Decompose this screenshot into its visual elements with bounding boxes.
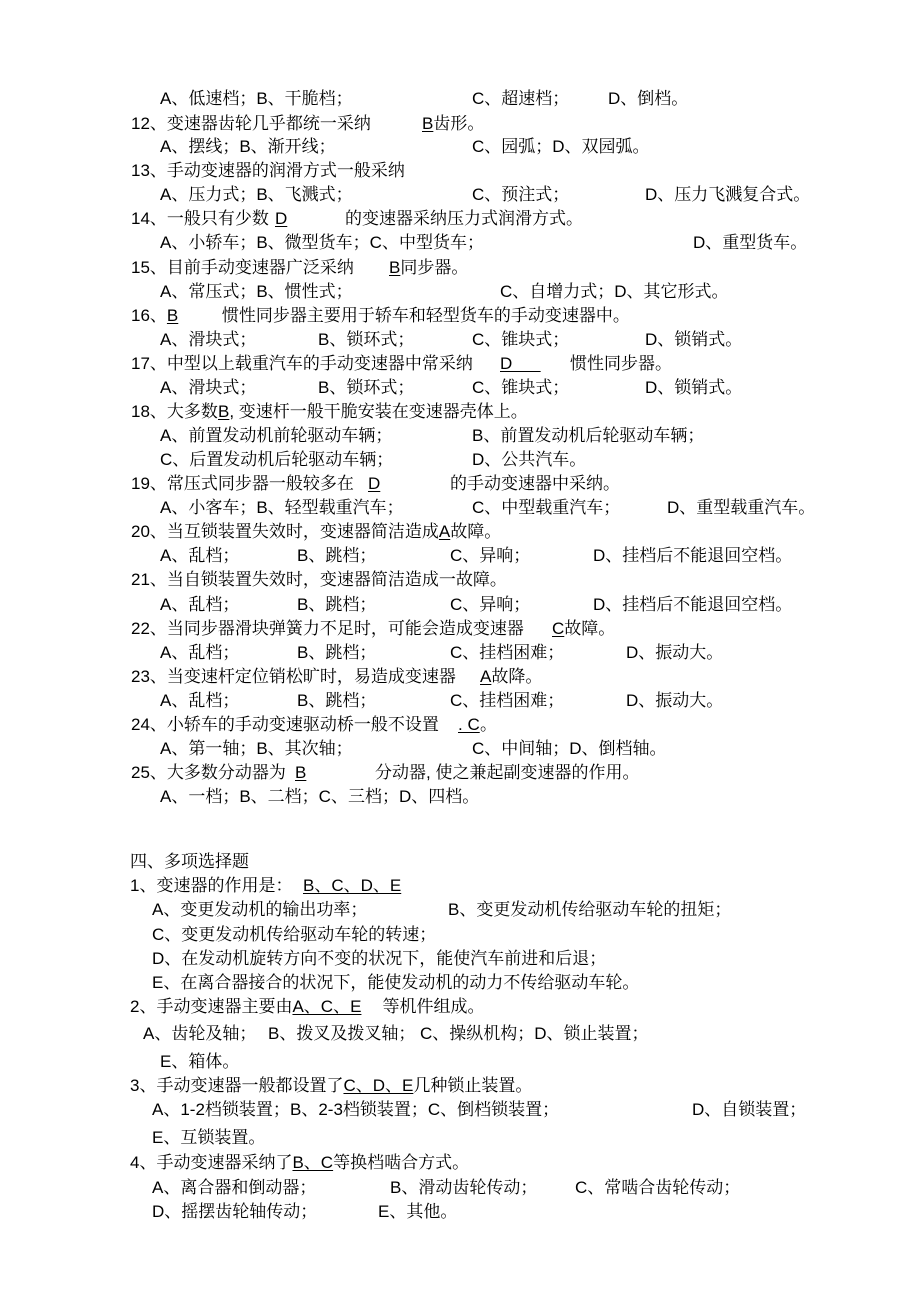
line-text: B、前置发动机后轮驱动车辆；	[472, 426, 705, 445]
text-line	[131, 522, 501, 542]
line-text: 分动器, 使之兼起副变速器的作用。	[375, 763, 640, 782]
line-text: D、在发动机旋转方向不变的状况下，能使汽车前进和后退；	[152, 949, 607, 968]
text-line	[152, 925, 436, 945]
answer-blank: B	[295, 763, 307, 782]
line-text: D、倒档。	[608, 89, 689, 108]
text-line	[152, 1178, 740, 1198]
answer-blank: A	[438, 522, 451, 541]
text-line	[130, 1076, 532, 1096]
line-text: A、1-2档锁装置；	[152, 1100, 290, 1119]
line-text: A、第一轴；B、其次轴；	[160, 739, 353, 758]
text-line	[152, 1128, 265, 1148]
line-text: B、2-3档锁装置；C、倒档锁装置；	[290, 1100, 560, 1119]
text-line	[130, 876, 401, 896]
line-text: 21、当自锁装置失效时，变速器简洁造成一故障。	[131, 570, 507, 589]
text-line	[130, 852, 249, 872]
line-text: A、小轿车；B、微型货车；C、中型货车；	[160, 233, 484, 252]
line-text: D、挂档后不能退回空档。	[593, 595, 793, 614]
line-text: 的变速器采纳压力式润滑方式。	[345, 209, 583, 228]
line-text: 4、手动变速器采纳了	[130, 1153, 293, 1172]
text-line	[160, 282, 729, 302]
text-line	[160, 498, 815, 518]
answer-blank: A	[480, 667, 492, 686]
line-text: C、常啮合齿轮传动；	[575, 1178, 741, 1197]
line-text: C、锥块式；	[472, 378, 570, 397]
line-text: 同步器。	[400, 258, 469, 277]
text-line	[131, 354, 672, 374]
line-text: C、后置发动机后轮驱动车辆；	[160, 450, 394, 469]
line-text: B、变更发动机传给驱动车轮的扭矩；	[448, 900, 732, 919]
line-text: E、互锁装置。	[152, 1128, 266, 1147]
line-text: B、跳档；	[297, 643, 377, 662]
line-text: 14、一般只有少数	[131, 209, 269, 228]
text-line	[160, 426, 704, 446]
line-text: E、其他。	[378, 1202, 458, 1221]
line-text: B、跳档；	[297, 546, 377, 565]
line-text: 四、多项选择题	[130, 852, 249, 871]
line-text: 3、手动变速器一般都设置了	[130, 1076, 344, 1095]
text-line	[130, 1153, 469, 1173]
line-text: A、滑块式；	[160, 378, 257, 397]
text-line	[152, 1100, 806, 1120]
line-text: D、振动大。	[626, 643, 724, 662]
text-line	[131, 161, 405, 181]
line-text: 故障。	[450, 522, 502, 541]
text-line	[160, 137, 650, 157]
text-line	[131, 763, 639, 783]
text-line	[160, 330, 742, 350]
line-text: C、挂档困难；	[450, 643, 565, 662]
line-text: C、预注式；	[472, 185, 570, 204]
line-text: 惯性同步器。	[570, 354, 672, 373]
line-text: C、挂档困难；	[450, 691, 565, 710]
text-line	[160, 595, 792, 615]
text-line	[130, 997, 484, 1017]
line-text: A、低速档；B、干脆档；	[160, 89, 353, 108]
text-line	[160, 89, 688, 109]
line-text: B、锁环式；	[318, 330, 415, 349]
text-line	[160, 739, 667, 759]
line-text: 15、目前手动变速器广泛采纳	[131, 258, 354, 277]
text-line	[152, 949, 606, 969]
answer-blank: B	[389, 258, 401, 277]
line-text: C、中间轴；D、倒档轴。	[472, 739, 667, 758]
text-line	[160, 450, 586, 470]
line-text: A、小客车；B、轻型载重汽车；	[160, 498, 404, 517]
line-text: C、异响；	[450, 546, 531, 565]
line-text: A、乱档；	[160, 595, 240, 614]
line-text: C、锥块式；	[472, 330, 570, 349]
line-text: C、园弧；D、双园弧。	[472, 137, 650, 156]
line-text: 几种锁止装置。	[413, 1076, 533, 1095]
answer-blank: C、D、E	[343, 1076, 414, 1095]
text-line	[131, 209, 583, 229]
line-text: D、公共汽车。	[472, 450, 587, 469]
line-text: 17、中型以上载重汽车的手动变速器中常采纳	[131, 354, 473, 373]
line-text: 20、当互锁装置失效时，变速器简洁造成	[131, 522, 439, 541]
answer-blank: B	[166, 306, 179, 325]
line-text: E、在离合器接合的状况下，能使发动机的动力不传给驱动车轮。	[152, 973, 640, 992]
answer-blank: D	[500, 354, 541, 373]
text-line	[131, 715, 497, 735]
text-line	[152, 1202, 457, 1222]
line-text: 23、当变速杆定位销松旷时，易造成变速器	[131, 667, 456, 686]
text-line	[160, 233, 807, 253]
line-text: 的手动变速器中采纳。	[450, 474, 620, 493]
text-line	[160, 643, 723, 663]
line-text: D、自锁装置；	[692, 1100, 807, 1119]
line-text: C、变更发动机传给驱动车轮的转速；	[152, 925, 437, 944]
line-text: 等换档啮合方式。	[333, 1153, 470, 1172]
line-text: 等机件组成。	[382, 997, 485, 1016]
text-line	[152, 900, 731, 920]
answer-blank: D	[368, 474, 381, 493]
line-text: A、变更发动机的输出功率；	[152, 900, 368, 919]
answer-blank: B、C	[292, 1153, 334, 1172]
line-text: 22、当同步器滑块弹簧力不足时，可能会造成变速器	[131, 619, 524, 638]
answer-blank: B、C、D、E	[303, 876, 402, 895]
text-line	[152, 973, 639, 993]
answer-blank: B	[422, 114, 434, 133]
line-text: C、异响；	[450, 595, 531, 614]
line-text: , 变速杆一般干脆安装在变速器壳体上。	[229, 402, 528, 421]
answer-blank: C	[552, 619, 565, 638]
line-text: 19、常压式同步器一般较多在	[131, 474, 354, 493]
text-line	[131, 619, 615, 639]
line-text: D、挂档后不能退回空档。	[593, 546, 793, 565]
line-text: A、离合器和倒动器；	[152, 1178, 317, 1197]
line-text: D、振动大。	[626, 691, 724, 710]
line-text: B、滑动齿轮传动；	[390, 1178, 538, 1197]
line-text: A、齿轮及轴；	[143, 1024, 257, 1043]
line-text: D、锁销式。	[645, 378, 743, 397]
line-text: 齿形。	[433, 114, 485, 133]
line-text: A、常压式；B、惯性式；	[160, 282, 353, 301]
line-text: D、锁销式。	[645, 330, 743, 349]
line-text: 2、手动变速器主要由	[130, 997, 293, 1016]
line-text: B、锁环式；	[318, 378, 415, 397]
text-line	[160, 691, 723, 711]
line-text: C、超速档；	[472, 89, 570, 108]
answer-blank: . C	[458, 715, 480, 734]
text-line	[131, 114, 484, 134]
line-text: D、重型载重汽车。	[667, 498, 816, 517]
text-line	[160, 546, 792, 566]
line-text: A、乱档；	[160, 691, 240, 710]
line-text: C、操纵机构；D、锁止装置；	[420, 1024, 649, 1043]
line-text: 1、变速器的作用是：	[130, 876, 293, 895]
line-text: D、压力飞溅复合式。	[645, 185, 811, 204]
text-line	[143, 1024, 649, 1044]
line-text: 12、变速器齿轮几乎都统一采纳	[131, 114, 371, 133]
line-text: 故障。	[564, 619, 616, 638]
text-line	[160, 787, 479, 807]
line-text: B、跳档；	[297, 691, 377, 710]
line-text: C、中型载重汽车；	[472, 498, 621, 517]
line-text: 。	[480, 715, 497, 734]
answer-blank: A、C、E	[292, 997, 362, 1016]
text-line	[131, 474, 620, 494]
line-text: 24、小轿车的手动变速驱动桥一般不设置	[131, 715, 439, 734]
line-text: D、摇摆齿轮轴传动；	[152, 1202, 318, 1221]
text-line	[131, 402, 528, 422]
line-text: A、压力式；B、飞溅式；	[160, 185, 353, 204]
line-text: 18、大多数	[131, 402, 218, 421]
text-line	[131, 570, 507, 590]
line-text: A、乱档；	[160, 546, 240, 565]
line-text: C、自增力式；D、其它形式。	[500, 282, 729, 301]
answer-blank: B	[218, 402, 230, 421]
text-line	[131, 258, 468, 278]
line-text: A、一档；B、二档；C、三档；D、四档。	[160, 787, 480, 806]
line-text: 13、手动变速器的润滑方式一般采纳	[131, 161, 405, 180]
line-text: 故降。	[491, 667, 543, 686]
text-line	[160, 185, 810, 205]
text-line	[131, 667, 542, 687]
line-text: 16、	[131, 306, 167, 325]
text-line	[160, 1052, 239, 1072]
text-line	[131, 306, 630, 326]
text-line	[160, 378, 742, 398]
line-text: B、跳档；	[297, 595, 377, 614]
line-text: E、箱体。	[160, 1052, 240, 1071]
line-text: A、摆线；B、渐开线；	[160, 137, 336, 156]
line-text: A、滑块式；	[160, 330, 257, 349]
line-text: D、重型货车。	[693, 233, 808, 252]
line-text: B、拨叉及拨叉轴；	[268, 1024, 416, 1043]
line-text: A、前置发动机前轮驱动车辆；	[160, 426, 393, 445]
line-text: A、乱档；	[160, 643, 240, 662]
line-text: 25、大多数分动器为	[131, 763, 286, 782]
line-text: 惯性同步器主要用于轿车和轻型货车的手动变速器中。	[221, 306, 630, 325]
answer-blank: D	[275, 209, 288, 228]
